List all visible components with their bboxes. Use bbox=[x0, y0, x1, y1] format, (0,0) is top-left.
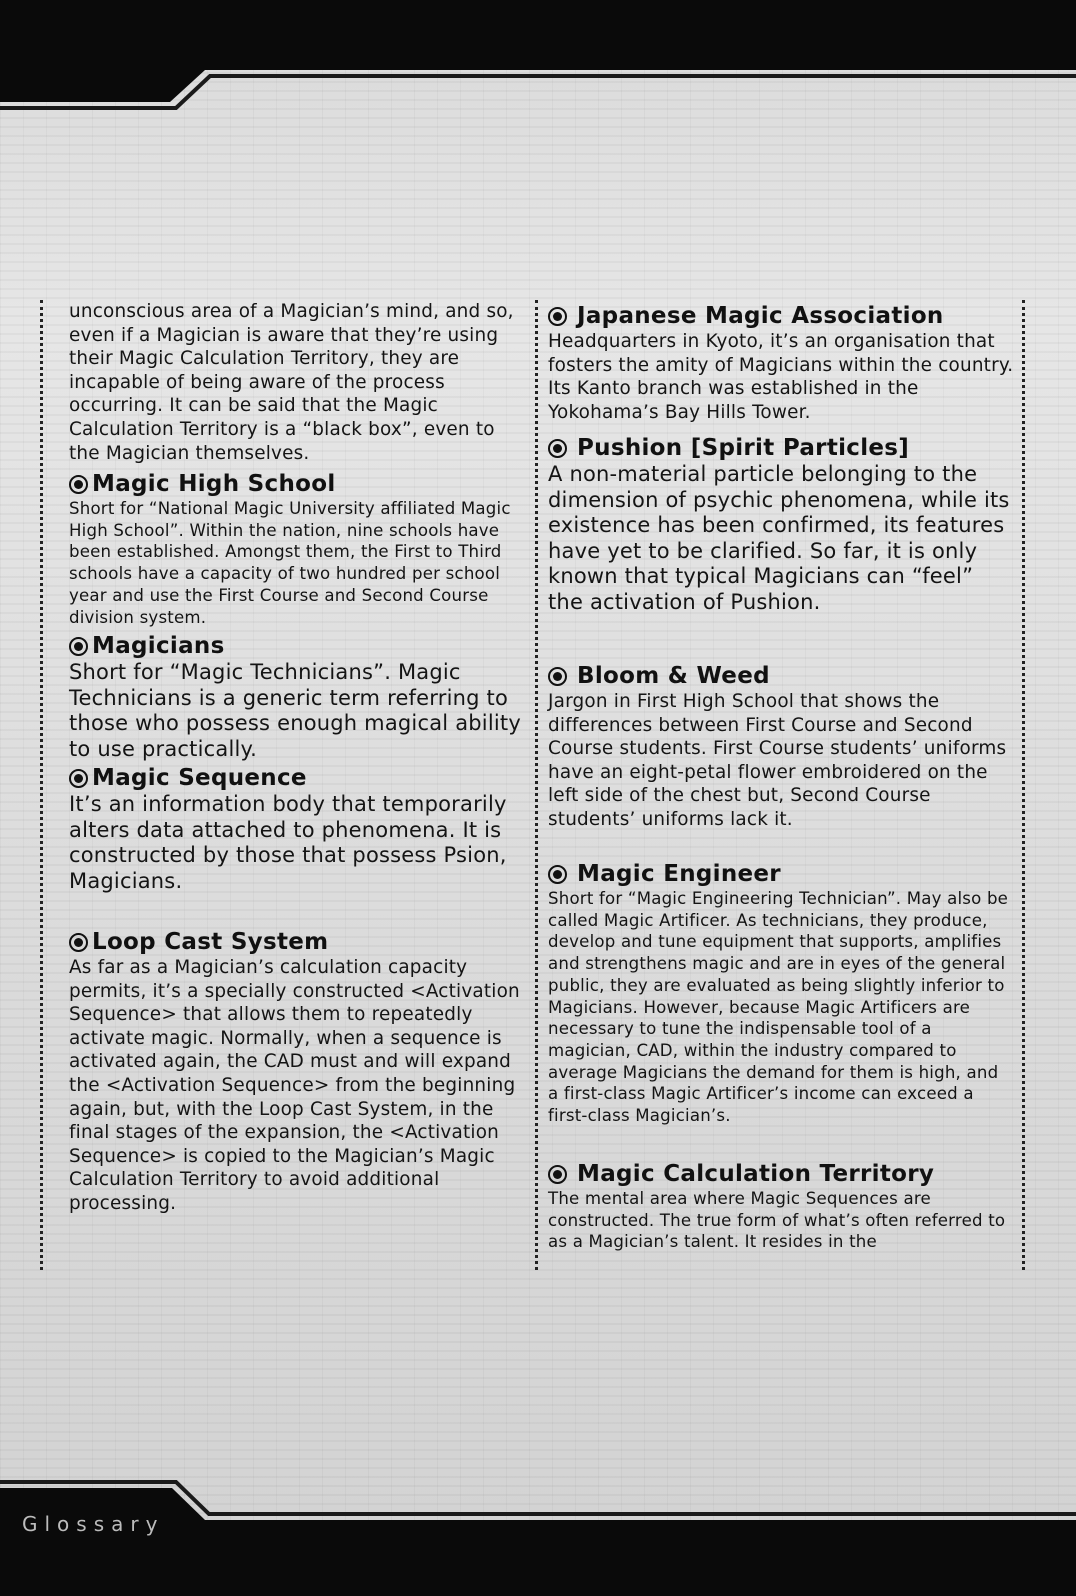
term-heading bbox=[69, 764, 523, 792]
left-column bbox=[40, 300, 538, 1270]
term-heading bbox=[69, 928, 523, 956]
term-heading bbox=[548, 662, 1014, 690]
bullet-icon bbox=[69, 475, 88, 494]
bullet-icon bbox=[548, 865, 567, 884]
bullet-icon bbox=[548, 667, 567, 686]
glossary-entry bbox=[43, 764, 535, 894]
term-heading bbox=[69, 470, 523, 498]
glossary-entry bbox=[43, 470, 535, 628]
term-heading bbox=[69, 632, 523, 660]
bullet-icon bbox=[548, 439, 567, 458]
bullet-icon bbox=[69, 769, 88, 788]
term-definition: As far as a Magician’s calculation capacity permits, it’s a specially constructed <Activation Sequence> that allows them to repeatedly activate magic. Normally, when a sequence is activated again, the CAD must and will expand the <Activation Sequence> from the beginning again, but, with the Loop Cast System, in the final stages of the expansion, the <Activation Sequence> is copied to the Magician’s Magic Calculation Territory to avoid additional processing. bbox=[69, 957, 520, 1214]
bullet-icon bbox=[548, 307, 567, 326]
header-frame bbox=[0, 0, 1076, 118]
term-label: Magic High School bbox=[92, 471, 336, 497]
glossary-entry bbox=[532, 1160, 1022, 1253]
term-definition: Jargon in First High School that shows the differences between First Course and Second Course students. First Course students’ uniforms have an eight-petal flower embroidered on the left side of the chest but, Second Course students’ uniforms lack it. bbox=[548, 691, 1007, 830]
term-definition: Short for “Magic Technicians”. Magic Technicians is a generic term referring to those who possess enough magical ability to use practically. bbox=[69, 660, 521, 761]
footer-frame bbox=[0, 1480, 1076, 1596]
bullet-icon bbox=[548, 1165, 567, 1184]
term-label: Magic Sequence bbox=[92, 765, 307, 791]
term-definition: It’s an information body that temporarily alters data attached to phenomena. It is constructed by those that possess Psion, Magicians. bbox=[69, 792, 507, 893]
footer-label: Glossary bbox=[22, 1512, 165, 1536]
term-label: Magic Calculation Territory bbox=[577, 1161, 935, 1187]
term-definition: Short for “Magic Engineering Technician”. May also be called Magic Artificer. As technicians, they produce, develop and tune equipment that supports, amplifies and strengthens magic and are in eyes of the general public, they are evaluated as being slightly inferior to Magicians. However, because Magic Artificers are necessary to tune the indispensable tool of a magician, CAD, within the industry compared to average Magicians the demand for them is high, and a first-class Magic Artificer’s income can exceed a first-class Magician’s. bbox=[548, 889, 1009, 1126]
glossary-entry bbox=[532, 302, 1022, 424]
term-label: Magicians bbox=[92, 633, 225, 659]
glossary-entry bbox=[43, 928, 535, 1216]
glossary-entry bbox=[532, 860, 1022, 1127]
right-column bbox=[532, 300, 1025, 1270]
term-label: Bloom & Weed bbox=[577, 663, 770, 689]
term-label: Pushion [Spirit Particles] bbox=[577, 435, 910, 461]
term-definition: A non-material particle belonging to the dimension of psychic phenomena, while its existence has been confirmed, its features have yet to be clarified. So far, it is only known that typical Magicians can “feel” the activation of Pushion. bbox=[548, 462, 1010, 614]
continuation-entry bbox=[43, 300, 535, 465]
term-heading bbox=[548, 302, 1014, 330]
term-label: Japanese Magic Association bbox=[577, 303, 944, 329]
glossary-entry bbox=[43, 632, 535, 762]
glossary-entry bbox=[532, 434, 1022, 616]
term-label: Magic Engineer bbox=[577, 861, 781, 887]
term-heading bbox=[548, 434, 1014, 462]
bullet-icon bbox=[69, 933, 88, 952]
term-definition: The mental area where Magic Sequences are constructed. The true form of what’s often referred to as a Magician’s talent. It resides in the bbox=[548, 1189, 1006, 1252]
term-definition: Short for “National Magic University affiliated Magic High School”. Within the nation, nine schools have been established. Amongst them, the First to Third schools have a capacity of two hundred per school year and use the First Course and Second Course division system. bbox=[69, 499, 511, 627]
term-label: Loop Cast System bbox=[92, 929, 329, 955]
continuation-text: unconscious area of a Magician’s mind, and so, even if a Magician is aware that they’re using their Magic Calculation Territory, they are incapable of being aware of the process occurring. It can be said that the Magic Calculation Territory is a “black box”, even to the Magician themselves. bbox=[69, 301, 514, 464]
glossary-entry bbox=[532, 662, 1022, 832]
term-definition: Headquarters in Kyoto, it’s an organisation that fosters the amity of Magicians within the country. Its Kanto branch was established in the Yokohama’s Bay Hills Tower. bbox=[548, 331, 1014, 423]
term-heading bbox=[548, 860, 1014, 888]
term-heading bbox=[548, 1160, 1014, 1188]
bullet-icon bbox=[69, 637, 88, 656]
